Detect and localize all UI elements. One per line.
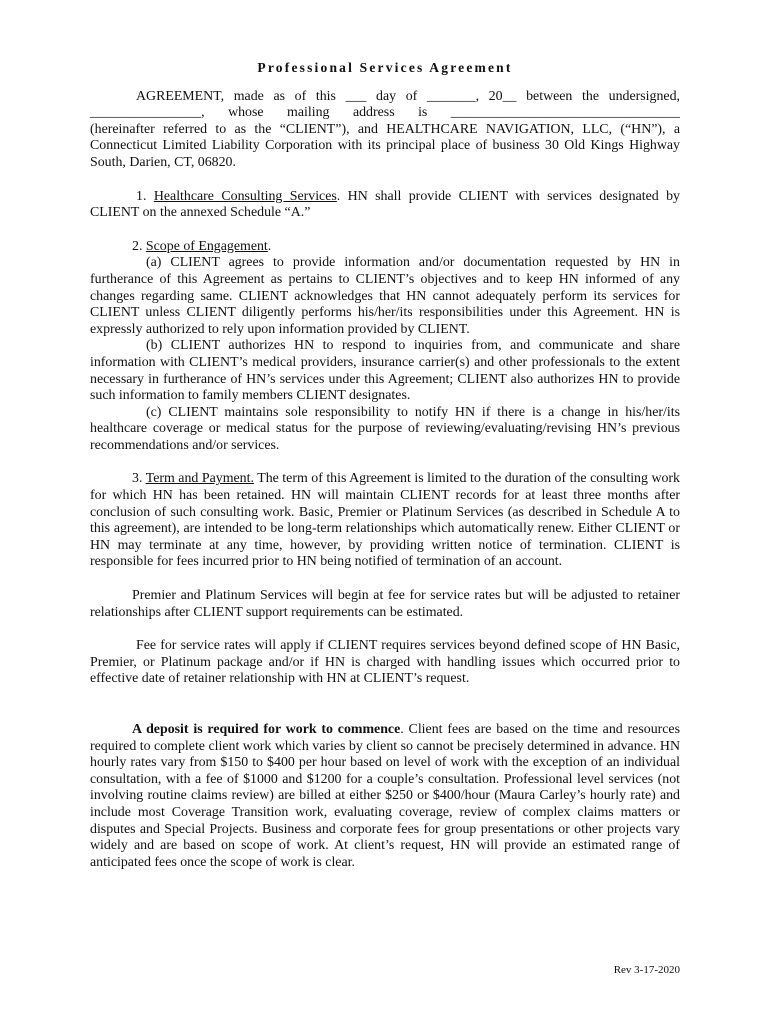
section-2-number: 2.	[132, 238, 143, 254]
deposit-heading: A deposit is required for work to commence	[132, 722, 401, 737]
section-2b: (b) CLIENT authorizes HN to respond to inquiries from, and communicate and share information with CLIENT’s medical providers, insurance carrier(s) and other professionals to the extent necessary in furtherance of HN’s services under this Agreement; CLIENT also authorizes HN to provide such information to family members CLIENT designates.	[90, 338, 680, 404]
document-page	[90, 60, 680, 871]
section-2c: (c) CLIENT maintains sole responsibility to notify HN if there is a change in his/her/its healthcare coverage or medical status for the purpose of reviewing/evaluating/revising HN’s previous recommendations and/or services.	[90, 404, 680, 453]
intro-paragraph	[90, 89, 680, 172]
section-1	[90, 189, 680, 222]
intro-line-1: AGREEMENT, made as of this ___ day of _______, 20__ between the undersigned,	[136, 88, 680, 104]
section-3-heading: Term and Payment.	[145, 471, 254, 487]
intro-line-2: ________________, whose mailing address is _________________________________	[90, 105, 680, 121]
section-2a: (a) CLIENT agrees to provide information and/or documentation requested by HN in furtherance of this Agreement as pertains to CLIENT’s objectives and to keep HN informed of any changes regarding same. CLIENT acknowledges that HN cannot adequately perform its services for CLIENT unless CLIENT diligently performs his/her/its responsibilities under this Agreement. HN is expressly authorized to rely upon information provided by CLIENT.	[90, 255, 680, 337]
section-1-heading: Healthcare Consulting Services	[153, 188, 337, 204]
premier-platinum-paragraph: Premier and Platinum Services will begin at fee for service rates but will be adjusted to retainer relationships after CLIENT support requirements can be estimated.	[90, 588, 680, 620]
section-1-number: 1.	[136, 188, 147, 204]
section-3-number: 3.	[132, 471, 143, 487]
revision-footer: Rev 3-17-2020	[613, 964, 680, 976]
deposit-body: . Client fees are based on the time and resources required to complete client work which varies by client so cannot be precisely determined in advance. HN hourly rates vary from $150 to $400 per hour based on level of work with the exception of an individual consultation, with a fee of $1000 and $1200 for a couple’s consultation. Professional level services (not involving routine claims review) are billed at either $250 or $400/hour (Maura Carley’s hourly rate) and include most Coverage Transition work, evaluating coverage, review of complex claims matters or disputes and Special Projects. Business and corporate fees for group presentations or other projects vary widely and are based on scope of work. At client’s request, HN will provide an estimated range of anticipated fees once the scope of work is clear.	[90, 722, 680, 870]
section-2-heading: Scope of Engagement	[145, 238, 268, 254]
section-3-body: The term of this Agreement is limited to the duration of the consulting work for which HN has been retained. HN will maintain CLIENT records for at least three months after conclusion of such consulting work. Basic, Premier or Platinum Services (as described in Schedule A to this agreement), are intended to be long-term relationships which automatically renew. Either CLIENT or HN may terminate at any time, however, by providing written notice of termination. CLIENT is responsible for fees incurred prior to HN being notified of termination of an account.	[90, 471, 680, 570]
section-3	[90, 471, 680, 571]
intro-line-3: (hereinafter referred to as the “CLIENT”), and HEALTHCARE NAVIGATION, LLC, (“HN”), a Connecticut Limited Liability Corporation with its principal place of business 30 Old Kings Highway South, Darien, CT, 06820.	[90, 121, 680, 170]
section-1-body: . HN shall provide CLIENT with services designated by CLIENT on the annexed Schedule “A.”	[90, 188, 680, 221]
fee-for-service-paragraph: Fee for service rates will apply if CLIENT requires services beyond defined scope of HN Basic, Premier, or Platinum package and/or if HN is charged with handling issues which occurred prior to effective date of retainer relationship with HN at CLIENT’s request.	[90, 638, 680, 687]
deposit-paragraph	[90, 722, 680, 871]
section-2	[90, 239, 680, 455]
section-2-heading-dot: .	[267, 238, 272, 254]
document-title: Professional Services Agreement	[257, 60, 513, 75]
section-2-title	[90, 239, 680, 256]
